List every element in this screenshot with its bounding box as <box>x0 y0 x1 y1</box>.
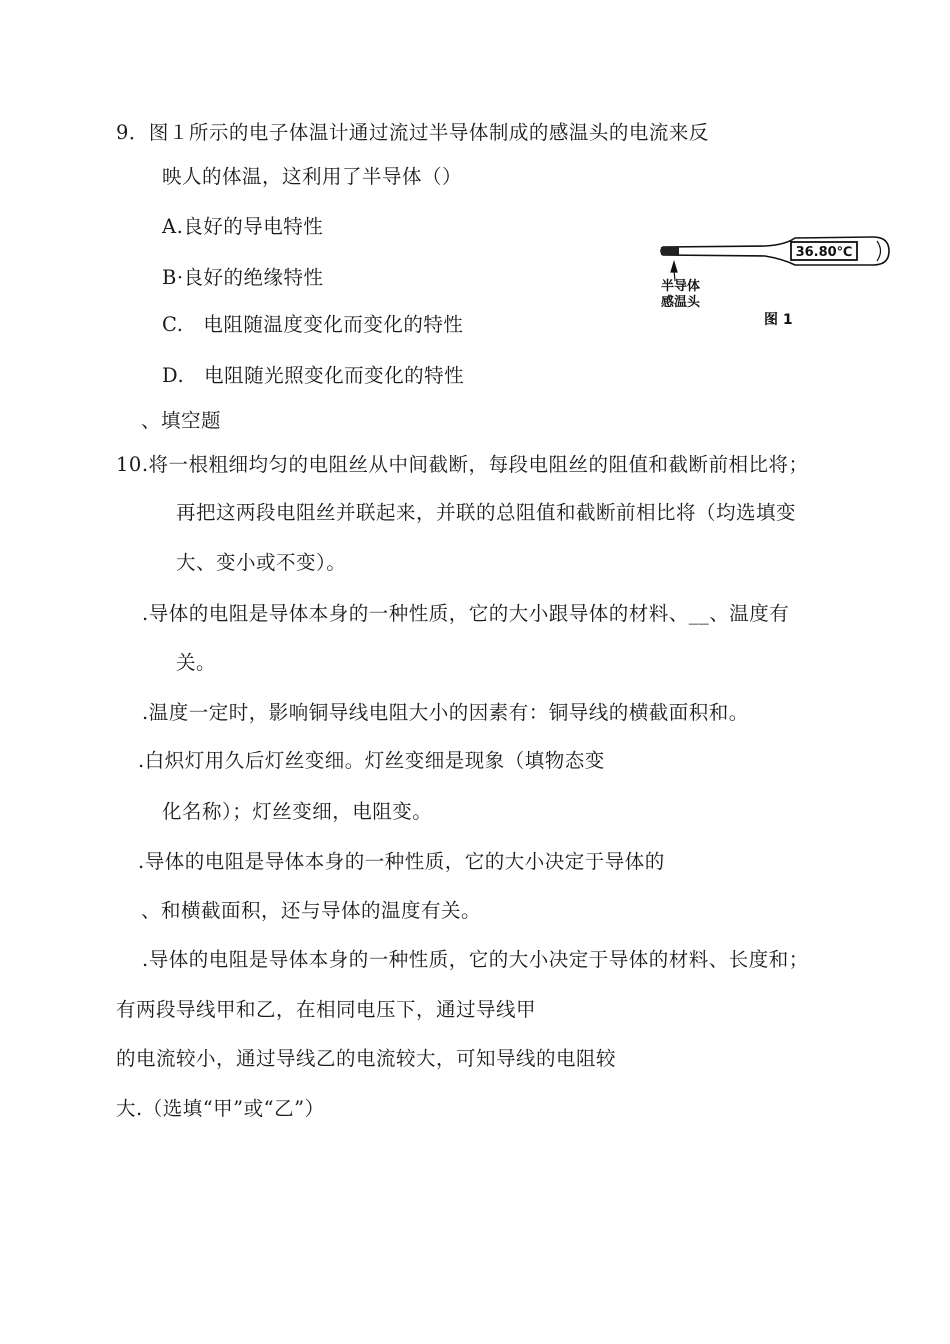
thermometer-figure <box>655 226 895 336</box>
q15-line3: 的电流较小，通过导线乙的电流较大，可知导线的电阻较 <box>116 1047 617 1070</box>
section-title: 、填空题 <box>141 409 222 432</box>
q12-line1: .温度一定时，影响铜导线电阻大小的因素有：铜导线的横截面积和。 <box>142 701 749 724</box>
q15-line1: .导体的电阻是导体本身的一种性质，它的大小决定于导体的材料、长度和； <box>142 948 809 971</box>
sensor-label-line2: 感温头 <box>661 295 701 310</box>
q9-option-b: B·良好的绝缘特性 <box>162 266 324 289</box>
q11-line2: 关。 <box>176 651 217 674</box>
sensor-label-line1: 半导体 <box>661 279 701 294</box>
q11-line1: .导体的电阻是导体本身的一种性质，它的大小跟导体的材料、__、温度有 <box>142 602 790 625</box>
figure-caption: 图 1 <box>764 312 793 328</box>
q14-line2: 、和横截面积，还与导体的温度有关。 <box>141 899 482 922</box>
q14-line1: .导体的电阻是导体本身的一种性质，它的大小决定于导体的 <box>138 850 665 873</box>
display-reading: 36.80℃ <box>795 245 853 260</box>
q9-line2: 映人的体温，这利用了半导体（） <box>162 165 463 188</box>
q9-option-a: A.良好的导电特性 <box>162 215 324 238</box>
q13-line2: 化名称）；灯丝变细，电阻变。 <box>162 800 433 823</box>
q9-option-d: D. 电阻随光照变化而变化的特性 <box>162 364 465 387</box>
q9-line1: 9．图１所示的电子体温计通过流过半导体制成的感温头的电流来反 <box>116 121 709 144</box>
q9-option-c: C. 电阻随温度变化而变化的特性 <box>162 313 464 336</box>
q10-line1: 10.将一根粗细均匀的电阻丝从中间截断，每段电阻丝的阻值和截断前相比将； <box>116 453 809 476</box>
q15-line2: 有两段导线甲和乙，在相同电压下，通过导线甲 <box>116 998 537 1021</box>
sensor-tip <box>661 247 679 255</box>
q13-line1: .白炽灯用久后灯丝变细。灯丝变细是现象（填物态变 <box>138 749 605 772</box>
q10-line3: 大、变小或不变）。 <box>176 551 347 574</box>
q15-line4: 大.（选填“甲”或“乙”） <box>116 1097 325 1120</box>
q10-line2: 再把这两段电阻丝并联起来，并联的总阻值和截断前相比将（均选填变 <box>176 501 797 524</box>
